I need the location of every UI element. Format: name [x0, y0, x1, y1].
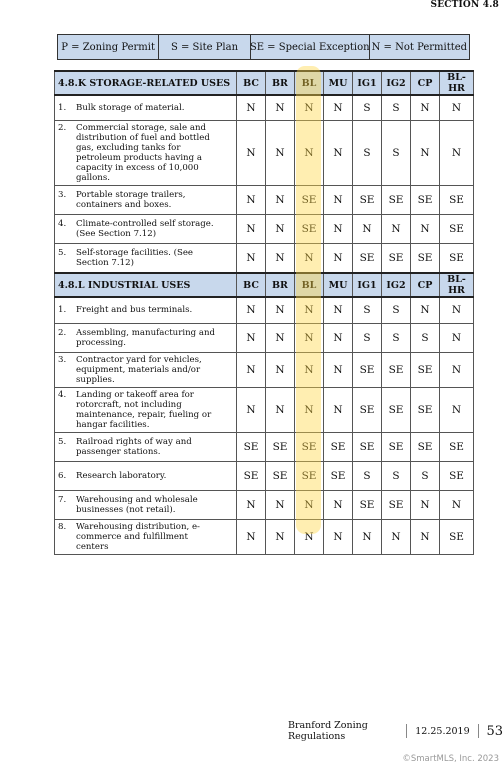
permit-code-cell: N	[295, 352, 324, 387]
permit-code-cell: SE	[411, 387, 440, 432]
permit-code-cell: SE	[440, 432, 474, 461]
table-row	[55, 432, 474, 461]
row-number: 2.	[58, 327, 67, 338]
permit-code-cell: SE	[353, 490, 382, 519]
permit-code-cell: N	[237, 95, 266, 120]
use-cell	[55, 352, 237, 387]
permit-code-cell: SE	[324, 461, 353, 490]
permit-code-cell: N	[353, 519, 382, 554]
permit-code-cell: N	[440, 120, 474, 185]
col-header: BL	[295, 273, 324, 297]
permit-code-cell: SE	[382, 185, 411, 214]
permit-code-cell: N	[266, 387, 295, 432]
permit-code-cell: SE	[353, 432, 382, 461]
permit-code-cell: N	[237, 519, 266, 554]
permit-code-cell: N	[324, 387, 353, 432]
permit-code-cell: N	[382, 214, 411, 243]
permit-code-cell: SE	[440, 214, 474, 243]
permit-code-cell: SE	[353, 352, 382, 387]
permit-code-cell: N	[324, 243, 353, 272]
permit-code-cell: SE	[295, 185, 324, 214]
permit-code-cell: N	[266, 352, 295, 387]
permit-code-cell: SE	[382, 243, 411, 272]
table-row	[55, 297, 474, 323]
legend-zoning-permit: P = Zoning Permit	[58, 35, 159, 59]
page-number: 53	[486, 723, 503, 739]
permit-code-cell: N	[411, 120, 440, 185]
row-number: 5.	[58, 247, 67, 258]
col-header: IG2	[382, 71, 411, 95]
permit-code-cell: N	[295, 297, 324, 323]
permit-code-cell: SE	[440, 461, 474, 490]
table-row	[55, 461, 474, 490]
permit-code-cell: S	[411, 461, 440, 490]
table-row	[55, 519, 474, 554]
legend-not-permitted: N = Not Permitted	[371, 41, 468, 53]
use-cell	[55, 243, 237, 272]
permit-code-cell: SE	[237, 432, 266, 461]
permit-code-cell: N	[237, 243, 266, 272]
permit-code-cell: S	[353, 323, 382, 352]
table-title: 4.8.L INDUSTRIAL USES	[55, 273, 237, 297]
table-row	[55, 243, 474, 272]
legend-special-exception: SE = Special Exception	[251, 35, 370, 59]
permit-code-cell: N	[237, 297, 266, 323]
permit-code-cell: S	[353, 461, 382, 490]
page-footer	[288, 720, 503, 742]
row-number: 2.	[58, 122, 67, 133]
permit-code-cell: SE	[266, 432, 295, 461]
permit-code-cell: N	[237, 490, 266, 519]
use-description: Commercial storage, sale and distribution of fuel and bottled gas, excluding tanks for petroleum products having a capacity in excess of 10,000 gallons.	[76, 122, 210, 183]
permit-code-cell: N	[295, 387, 324, 432]
use-description: Warehousing and wholesale businesses (not retail).	[76, 494, 198, 515]
permit-code-cell: N	[440, 297, 474, 323]
col-header: BR	[266, 71, 295, 95]
row-number: 4.	[58, 218, 67, 229]
permit-code-cell: N	[295, 323, 324, 352]
permit-code-cell: N	[440, 490, 474, 519]
use-description: Railroad rights of way and passenger stations.	[76, 436, 192, 457]
table-row	[55, 490, 474, 519]
use-cell	[55, 519, 237, 554]
use-description: Climate-controlled self storage. (See Section 7.12)	[76, 218, 214, 239]
permit-code-cell: S	[353, 95, 382, 120]
col-header: BL	[295, 71, 324, 95]
permit-code-cell: N	[324, 323, 353, 352]
col-header: IG1	[353, 71, 382, 95]
row-number: 8.	[58, 521, 67, 532]
permit-code-cell: N	[440, 95, 474, 120]
use-description: Research laboratory.	[76, 470, 167, 481]
permit-code-cell: N	[440, 352, 474, 387]
permit-code-cell: N	[324, 120, 353, 185]
permit-code-cell: N	[324, 95, 353, 120]
permit-code-cell: S	[382, 461, 411, 490]
permit-code-cell: N	[411, 490, 440, 519]
permit-code-cell: S	[411, 323, 440, 352]
permit-code-cell: SE	[382, 432, 411, 461]
use-cell	[55, 297, 237, 323]
permit-code-cell: SE	[237, 461, 266, 490]
permit-code-cell: N	[237, 120, 266, 185]
permit-code-cell: SE	[295, 214, 324, 243]
permit-code-cell: N	[382, 519, 411, 554]
permit-code-cell: SE	[295, 432, 324, 461]
footer-doc-title: Branford Zoning Regulations	[288, 720, 368, 742]
col-header: BL-HR	[440, 71, 474, 95]
table-row	[55, 185, 474, 214]
permit-code-cell: N	[324, 490, 353, 519]
use-cell	[55, 490, 237, 519]
permit-code-cell: SE	[411, 352, 440, 387]
use-cell	[55, 185, 237, 214]
section-header: SECTION 4.8	[430, 0, 499, 10]
table-row	[55, 323, 474, 352]
table-row	[55, 120, 474, 185]
permit-code-cell: N	[324, 519, 353, 554]
permit-code-cell: N	[411, 95, 440, 120]
permit-code-cell: N	[266, 214, 295, 243]
permit-code-cell: N	[440, 323, 474, 352]
col-header: BC	[237, 71, 266, 95]
col-header: CP	[411, 273, 440, 297]
row-number: 3.	[58, 189, 67, 200]
row-number: 4.	[58, 389, 67, 400]
permit-code-cell: SE	[440, 243, 474, 272]
permit-code-cell: N	[295, 95, 324, 120]
permit-code-cell: SE	[353, 185, 382, 214]
permit-code-cell: SE	[266, 461, 295, 490]
row-number: 7.	[58, 494, 67, 505]
permit-code-cell: N	[295, 243, 324, 272]
row-number: 5.	[58, 436, 67, 447]
table-row	[55, 95, 474, 120]
use-description: Assembling, manufacturing and processing.	[76, 327, 215, 348]
permit-code-cell: N	[266, 297, 295, 323]
use-description: Warehousing distribution, e-commerce and fulfillment centers	[76, 521, 200, 552]
permit-code-cell: N	[295, 519, 324, 554]
permit-code-cell: SE	[382, 387, 411, 432]
col-header: IG2	[382, 273, 411, 297]
use-description: Self-storage facilities. (See Section 7.12)	[76, 247, 194, 268]
permit-code-cell: S	[353, 297, 382, 323]
permit-code-cell: N	[237, 387, 266, 432]
col-header: BR	[266, 273, 295, 297]
legend-site-plan: S = Site Plan	[159, 35, 250, 59]
legend-bar	[57, 34, 470, 60]
row-number: 1.	[58, 305, 67, 316]
table-row	[55, 387, 474, 432]
table-row	[55, 352, 474, 387]
col-header: MU	[324, 273, 353, 297]
col-header: MU	[324, 71, 353, 95]
use-cell	[55, 387, 237, 432]
row-number: 3.	[58, 354, 67, 365]
permit-code-cell: S	[382, 297, 411, 323]
col-header: IG1	[353, 273, 382, 297]
footer-date: 12.25.2019	[415, 725, 470, 737]
permit-code-cell: N	[237, 352, 266, 387]
col-header: CP	[411, 71, 440, 95]
permit-code-cell: N	[353, 214, 382, 243]
permit-code-cell: S	[382, 95, 411, 120]
permit-code-cell: SE	[411, 185, 440, 214]
permit-code-cell: N	[237, 214, 266, 243]
use-cell	[55, 323, 237, 352]
use-cell	[55, 95, 237, 120]
permit-code-cell: SE	[324, 432, 353, 461]
use-description: Freight and bus terminals.	[76, 305, 193, 316]
copyright-watermark: ©SmartMLS, Inc. 2023	[402, 754, 499, 764]
permit-code-cell: SE	[440, 185, 474, 214]
permit-code-cell: N	[324, 297, 353, 323]
permit-code-cell: N	[237, 185, 266, 214]
use-description: Bulk storage of material.	[76, 102, 185, 113]
row-number: 6.	[58, 470, 67, 481]
permit-code-cell: N	[295, 490, 324, 519]
permit-code-cell: N	[266, 519, 295, 554]
col-header: BC	[237, 273, 266, 297]
permit-code-cell: N	[324, 214, 353, 243]
permit-code-cell: N	[266, 95, 295, 120]
permit-code-cell: SE	[382, 490, 411, 519]
permit-code-cell: N	[440, 387, 474, 432]
use-cell	[55, 432, 237, 461]
table-row	[55, 214, 474, 243]
col-header: BL-HR	[440, 273, 474, 297]
footer-divider	[406, 724, 407, 738]
permit-code-cell: N	[295, 120, 324, 185]
permit-code-cell: N	[266, 243, 295, 272]
permit-code-cell: S	[353, 120, 382, 185]
permit-code-cell: N	[324, 185, 353, 214]
permit-code-cell: N	[266, 323, 295, 352]
footer-divider	[478, 724, 479, 738]
permit-code-cell: SE	[353, 243, 382, 272]
use-cell	[55, 120, 237, 185]
industrial-uses-table	[54, 272, 474, 555]
permit-code-cell: SE	[353, 387, 382, 432]
permit-code-cell: N	[411, 214, 440, 243]
use-cell	[55, 461, 237, 490]
permit-code-cell: SE	[440, 519, 474, 554]
permit-code-cell: N	[411, 519, 440, 554]
use-description: Contractor yard for vehicles, equipment, materials and/or supplies.	[76, 354, 202, 385]
permit-code-cell: N	[266, 490, 295, 519]
storage-uses-table	[54, 70, 474, 273]
use-description: Portable storage trailers, containers and boxes.	[76, 189, 186, 210]
permit-code-cell: N	[237, 323, 266, 352]
permit-code-cell: N	[266, 120, 295, 185]
table-title: 4.8.K STORAGE-RELATED USES	[55, 71, 237, 95]
permit-code-cell: SE	[382, 352, 411, 387]
permit-code-cell: SE	[411, 243, 440, 272]
permit-code-cell: N	[266, 185, 295, 214]
row-number: 1.	[58, 102, 67, 113]
permit-code-cell: S	[382, 120, 411, 185]
use-cell	[55, 214, 237, 243]
permit-code-cell: SE	[295, 461, 324, 490]
permit-code-cell: SE	[411, 432, 440, 461]
permit-code-cell: N	[411, 297, 440, 323]
permit-code-cell: N	[324, 352, 353, 387]
permit-code-cell: S	[382, 323, 411, 352]
use-description: Landing or takeoff area for rotorcraft, not including maintenance, repair, fueling or hangar facilities.	[76, 389, 212, 430]
